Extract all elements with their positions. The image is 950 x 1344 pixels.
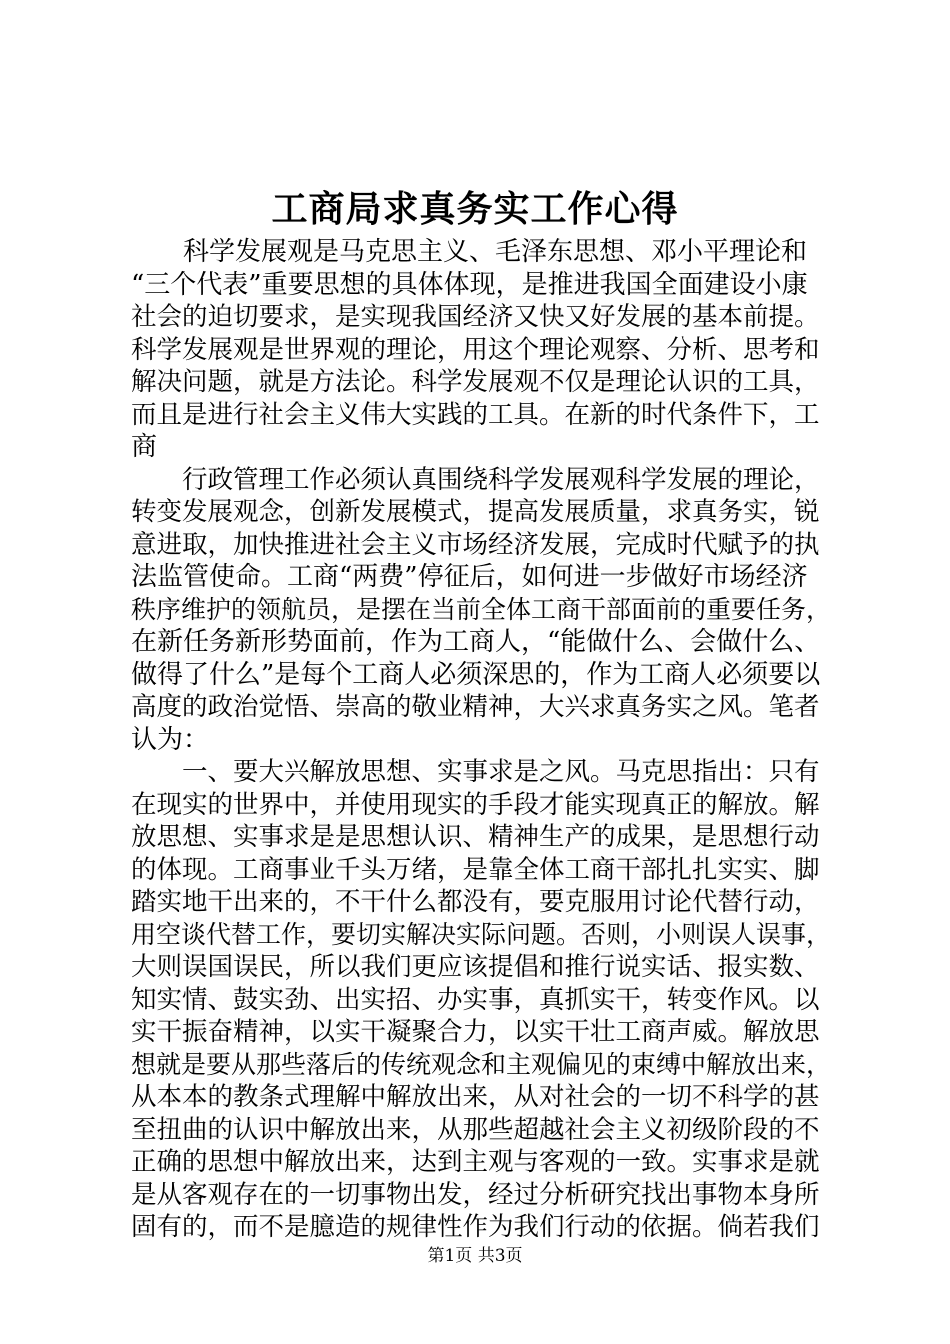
body-line: 知实情、鼓实劲、出实招、办实事，真抓实干，转变作风。以 bbox=[131, 984, 820, 1015]
body-line: 法监管使命。工商“两费”停征后，如何进一步做好市场经济 bbox=[131, 562, 808, 592]
body-line: 转变发展观念，创新发展模式，提高发展质量，求真务实，锐 bbox=[131, 497, 820, 527]
body-line: 解决问题，就是方法论。科学发展观不仅是理论认识的工具， bbox=[131, 367, 820, 397]
body-line: 而且是进行社会主义伟大实践的工具。在新的时代条件下，工 bbox=[131, 399, 820, 430]
body-line: 实干振奋精神，以实干凝聚合力，以实干壮工商声威。解放思 bbox=[131, 1017, 820, 1047]
body-line: 在新任务新形势面前，作为工商人，“能做什么、会做什么、 bbox=[131, 627, 821, 657]
body-line: 的体现。工商事业千头万绪，是靠全体工商干部扎扎实实、脚 bbox=[131, 854, 820, 885]
document-title: 工商局求真务实工作心得 bbox=[271, 188, 679, 230]
body-line: 商 bbox=[131, 432, 158, 462]
body-line: 大则误国误民，所以我们更应该提倡和推行说实话、报实数、 bbox=[131, 952, 820, 982]
body-line: 从本本的教条式理解中解放出来，从对社会的一切不科学的甚 bbox=[131, 1082, 820, 1112]
page-footer: 第1页 共3页 bbox=[427, 1246, 523, 1266]
body-line: 正确的思想中解放出来，达到主观与客观的一致。实事求是就 bbox=[131, 1147, 820, 1177]
body-line: 认为： bbox=[131, 724, 210, 755]
body-line: 在现实的世界中，并使用现实的手段才能实现真正的解放。解 bbox=[131, 789, 820, 820]
body-line: 秩序维护的领航员，是摆在当前全体工商干部面前的重要任务， bbox=[131, 594, 831, 624]
body-line: 科学发展观是马克思主义、毛泽东思想、邓小平理论和 bbox=[131, 237, 808, 267]
body-line: 固有的，而不是臆造的规律性作为我们行动的依据。倘若我们 bbox=[131, 1212, 820, 1242]
document-body bbox=[131, 236, 831, 1244]
body-line: 一、要大兴解放思想、实事求是之风。马克思指出：只有 bbox=[131, 757, 820, 787]
body-line: 放思想、实事求是是思想认识、精神生产的成果，是思想行动 bbox=[131, 822, 820, 852]
body-line: 行政管理工作必须认真围绕科学发展观科学发展的理论， bbox=[131, 464, 820, 495]
body-line: 高度的政治觉悟、崇高的敬业精神，大兴求真务实之风。笔者 bbox=[131, 692, 820, 722]
body-line: 想就是要从那些落后的传统观念和主观偏见的束缚中解放出来， bbox=[131, 1049, 831, 1079]
body-line: 至扭曲的认识中解放出来，从那些超越社会主义初级阶段的不 bbox=[131, 1114, 820, 1145]
body-line: 用空谈代替工作，要切实解决实际问题。否则，小则误人误事， bbox=[131, 919, 831, 949]
body-line: 科学发展观是世界观的理论，用这个理论观察、分析、思考和 bbox=[131, 334, 820, 365]
body-line: “三个代表”重要思想的具体体现，是推进我国全面建设小康 bbox=[131, 269, 808, 300]
body-line: 意进取，加快推进社会主义市场经济发展，完成时代赋予的执 bbox=[131, 529, 820, 560]
body-line: 社会的迫切要求，是实现我国经济又快又好发展的基本前提。 bbox=[131, 302, 820, 332]
body-line: 是从客观存在的一切事物出发，经过分析研究找出事物本身所 bbox=[131, 1179, 820, 1210]
body-line: 做得了什么”是每个工商人必须深思的，作为工商人必须要以 bbox=[131, 659, 821, 690]
body-line: 踏实地干出来的，不干什么都没有，要克服用讨论代替行动， bbox=[131, 887, 820, 917]
